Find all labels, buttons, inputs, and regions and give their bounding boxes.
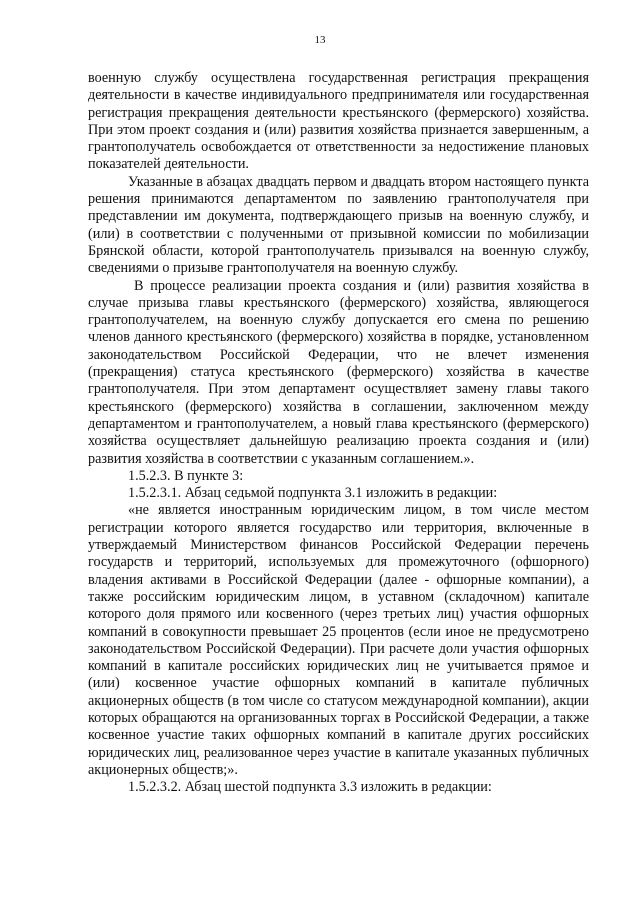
paragraph: В процессе реализации проекта создания и (или) развития хозяйства в случае призыва главы крестьянского (фермерского) хозяйства, являющегося грантополучателем, на военную службу допускается его смена по решению членов данного крестьянского (фермерского) хозяйства в порядке, установленном законодательством Российской Федерации, что не влечет изменения (прекращения) статуса крестьянского (фермерского) хозяйства в качестве грантополучателя. При этом департамент осуществляет замену главы такого крестьянского (фермерского) хозяйства в соглашении, заключенном между департаментом и грантополучателем, а новый глава крестьянского (фермерского) хозяйства осуществляет дальнейшую реализацию проекта создания и (или) развития хозяйства в соответствии с указанным соглашением.». [88, 277, 589, 467]
paragraph: военную службу осуществлена государственная регистрация прекращения деятельности в качестве индивидуального предпринимателя или государственная регистрация прекращения деятельности крестьянского (фермерского) хозяйства. При этом проект создания и (или) развития хозяйства признается завершенным, а грантополучатель освобождается от ответственности за недостижение плановых показателей деятельности. [88, 70, 589, 173]
document-body [88, 70, 589, 796]
page-number: 13 [314, 34, 326, 46]
paragraph: Указанные в абзацах двадцать первом и двадцать втором настоящего пункта решения принимаются департаментом по заявлению грантополучателя при представлении им документа, подтверждающего призыв на военную службу, и (или) в соответствии с полученными от призывной комиссии по мобилизации Брянской области, которой грантополучатель призывался на военную службу, сведениями о призыве грантополучателя на военную службу. [88, 173, 589, 277]
paragraph: «не является иностранным юридическим лицом, в том числе местом регистрации которого является государство или территория, включенные в утверждаемый Министерством финансов Российской Федерации перечень государств и территорий, используемых для промежуточного (офшорного) владения активами в Российской Федерации (далее - офшорные компании), а также российским юридическим лицом, в уставном (складочном) капитале которого доля прямого или косвенного (через третьих лиц) участия офшорных компаний в совокупности превышает 25 процентов (если иное не предусмотрено законодательством Российской Федерации). При расчете доли участия офшорных компаний в капитале российских юридических лиц не учитывается прямое и (или) косвенное участие офшорных компаний в капитале публичных акционерных обществ (в том числе со статусом международной компании), акции которых обращаются на организованных торгах в Российской Федерации, а также косвенное участие таких офшорных компаний в капитале других российских юридических лиц, реализованное через участие в капитале указанных публичных акционерных обществ;». [88, 502, 589, 778]
paragraph: 1.5.2.3. В пункте 3: [128, 467, 244, 484]
paragraph: 1.5.2.3.1. Абзац седьмой подпункта 3.1 изложить в редакции: [128, 485, 498, 502]
paragraph: 1.5.2.3.2. Абзац шестой подпункта 3.3 изложить в редакции: [128, 779, 492, 796]
